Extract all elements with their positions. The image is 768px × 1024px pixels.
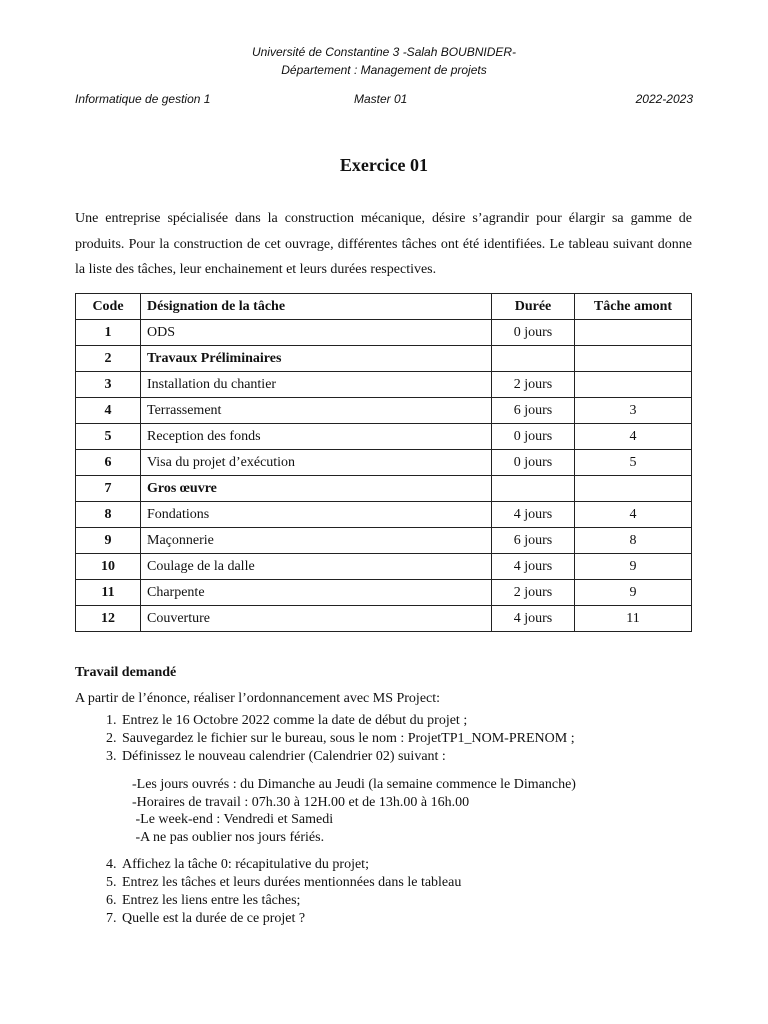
task-code: 1	[76, 320, 141, 346]
table-row	[76, 346, 692, 372]
department-name: Département : Management de projets	[281, 63, 487, 77]
university-name: Université de Constantine 3 -Salah BOUBNIDER-	[251, 45, 517, 59]
list-item: 7. Quelle est la durée de ce projet ?	[120, 910, 715, 928]
calendar-line: -Le week-end : Vendredi et Samedi	[132, 812, 334, 827]
task-name: Gros œuvre	[141, 476, 492, 502]
calendar-line: -Horaires de travail : 07h.30 à 12H.00 et de 13h.00 à 16h.00	[132, 794, 470, 810]
task-name: Fondations	[141, 502, 492, 528]
list-item: 4. Affichez la tâche 0: récapitulative du projet;	[120, 856, 715, 874]
task-duration: 2 jours	[492, 580, 575, 606]
work-section	[75, 664, 715, 928]
task-code: 9	[76, 528, 141, 554]
table-row	[76, 398, 692, 424]
table-row	[76, 372, 692, 398]
course-level: Master 01	[354, 92, 408, 106]
steps-list	[75, 712, 715, 766]
task-duration: 6 jours	[492, 528, 575, 554]
table-row	[76, 528, 692, 554]
task-code: 4	[76, 398, 141, 424]
calendar-line: -A ne pas oublier nos jours fériés.	[132, 829, 325, 845]
calendar-details	[132, 776, 715, 846]
task-duration: 6 jours	[492, 398, 575, 424]
task-predecessor	[575, 372, 692, 398]
task-predecessor: 9	[575, 580, 692, 606]
tasks-table	[75, 293, 692, 632]
table-row	[76, 424, 692, 450]
task-duration: 4 jours	[492, 606, 575, 632]
task-predecessor: 5	[575, 450, 692, 476]
task-duration: 0 jours	[492, 424, 575, 450]
list-item: 1. Entrez le 16 Octobre 2022 comme la date de début du projet ;	[120, 712, 715, 730]
task-duration: 0 jours	[492, 450, 575, 476]
task-code: 11	[76, 580, 141, 606]
task-code: 10	[76, 554, 141, 580]
steps-list-continued	[75, 856, 715, 928]
task-predecessor: 8	[575, 528, 692, 554]
list-item: 3. Définissez le nouveau calendrier (Calendrier 02) suivant :	[120, 748, 715, 766]
task-duration: 4 jours	[492, 502, 575, 528]
exercise-title: Exercice 01	[339, 155, 429, 175]
exercise-intro: Une entreprise spécialisée dans la construction mécanique, désire s’agrandir pour élargir sa gamme de produits. Pour la construction de cet ouvrage, différentes tâches ont été identifiées. Le tableau suivant donne la liste des tâches, leur enchainement et leurs durées respectives.	[75, 211, 692, 277]
course-info-line	[75, 92, 693, 110]
task-predecessor: 4	[575, 502, 692, 528]
header-code: Code	[76, 294, 141, 320]
work-lead: A partir de l’énonce, réaliser l’ordonnancement avec MS Project:	[75, 691, 441, 706]
task-predecessor	[575, 320, 692, 346]
task-predecessor	[575, 476, 692, 502]
task-code: 6	[76, 450, 141, 476]
task-duration: 4 jours	[492, 554, 575, 580]
table-row	[76, 554, 692, 580]
task-code: 5	[76, 424, 141, 450]
task-code: 12	[76, 606, 141, 632]
task-predecessor: 3	[575, 398, 692, 424]
table-header-row	[76, 294, 692, 320]
task-name: Charpente	[141, 580, 492, 606]
task-code: 3	[76, 372, 141, 398]
list-item: 6. Entrez les liens entre les tâches;	[120, 892, 715, 910]
task-duration	[492, 476, 575, 502]
academic-year: 2022-2023	[635, 92, 693, 106]
task-name: Terrassement	[141, 398, 492, 424]
task-duration	[492, 346, 575, 372]
task-predecessor: 9	[575, 554, 692, 580]
task-predecessor	[575, 346, 692, 372]
task-name: Couverture	[141, 606, 492, 632]
table-row	[76, 476, 692, 502]
task-predecessor: 11	[575, 606, 692, 632]
task-code: 2	[76, 346, 141, 372]
task-name: Reception des fonds	[141, 424, 492, 450]
task-name: Travaux Préliminaires	[141, 346, 492, 372]
task-name: ODS	[141, 320, 492, 346]
table-row	[76, 450, 692, 476]
work-heading: Travail demandé	[75, 665, 177, 680]
header-designation: Désignation de la tâche	[141, 294, 492, 320]
list-item: 2. Sauvegardez le fichier sur le bureau, sous le nom : ProjetTP1_NOM-PRENOM ;	[120, 730, 715, 748]
course-name: Informatique de gestion 1	[75, 92, 211, 106]
task-code: 7	[76, 476, 141, 502]
list-item: 5. Entrez les tâches et leurs durées mentionnées dans le tableau	[120, 874, 715, 892]
task-duration: 2 jours	[492, 372, 575, 398]
task-name: Coulage de la dalle	[141, 554, 492, 580]
header-predecessor: Tâche amont	[575, 294, 692, 320]
task-name: Visa du projet d’exécution	[141, 450, 492, 476]
table-row	[76, 502, 692, 528]
table-row	[76, 606, 692, 632]
table-row	[76, 320, 692, 346]
task-name: Installation du chantier	[141, 372, 492, 398]
task-name: Maçonnerie	[141, 528, 492, 554]
header-duration: Durée	[492, 294, 575, 320]
calendar-line: -Les jours ouvrés : du Dimanche au Jeudi (la semaine commence le Dimanche)	[132, 777, 576, 792]
task-duration: 0 jours	[492, 320, 575, 346]
header-university-block	[0, 43, 768, 79]
task-code: 8	[76, 502, 141, 528]
task-predecessor: 4	[575, 424, 692, 450]
table-row	[76, 580, 692, 606]
